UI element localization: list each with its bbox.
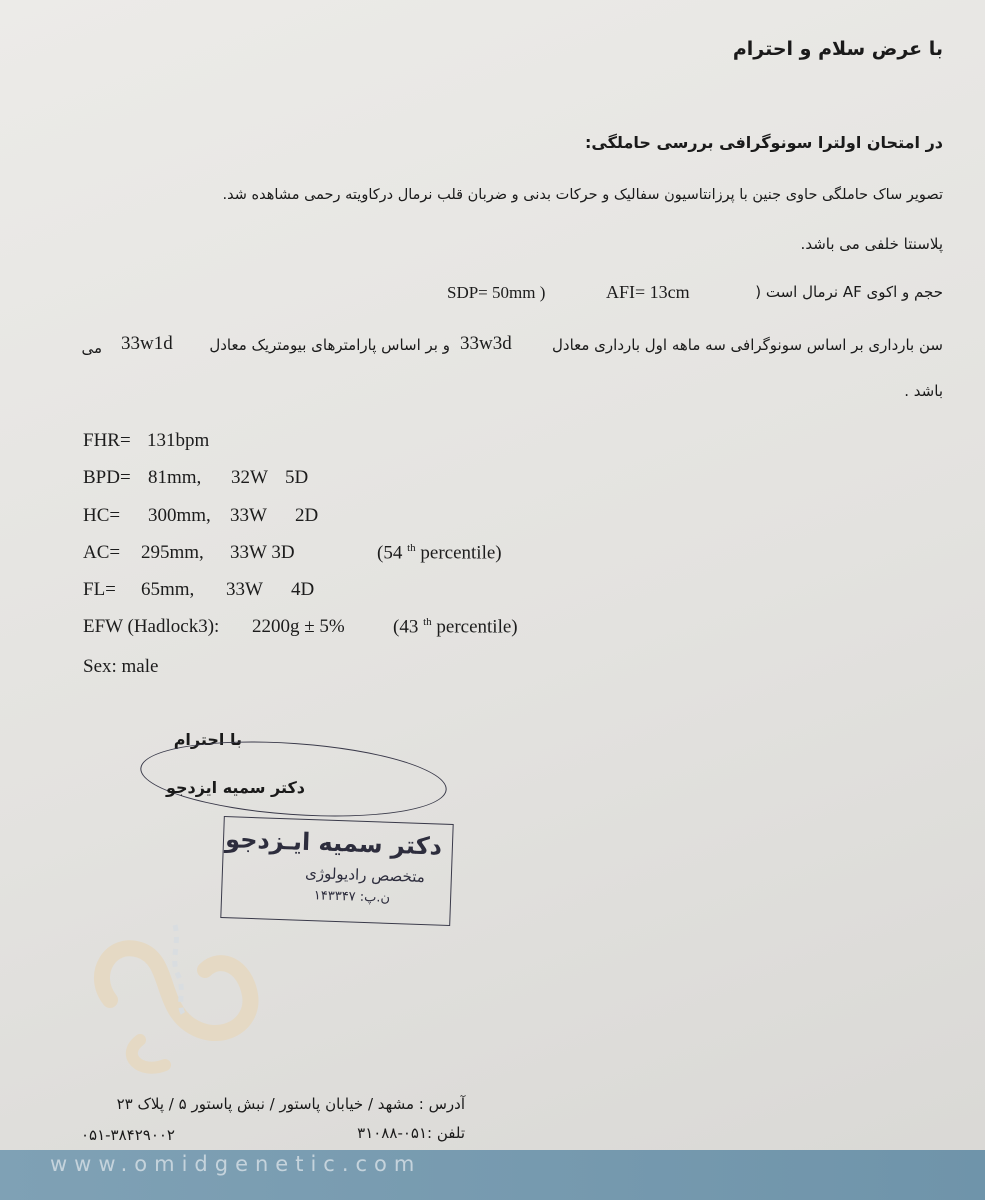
stamp-name: دکتر سمیه ایـزدجو — [224, 825, 443, 861]
bpd-label: BPD= — [83, 467, 131, 488]
age-text-a: سن بارداری بر اساس سونوگرافی سه ماهه اول بارداری معادل — [551, 336, 943, 354]
amniotic-fluid-text: حجم و اکوی AF نرمال است ( — [755, 283, 943, 301]
footer-phone-2: ۰۵۱-۳۸۴۲۹۰۰۲ — [80, 1126, 175, 1144]
bpd-value: 81mm, — [148, 467, 202, 488]
doctor-stamp — [220, 816, 453, 926]
sdp-value: SDP= 50mm ) — [447, 283, 546, 302]
fl-ga: 33W — [226, 579, 263, 600]
efw-value: 2200g ± 5% — [252, 616, 345, 637]
faded-logo-icon — [80, 915, 270, 1085]
ac-percentile: (54 $^{th}$ percentile) — [377, 542, 502, 564]
fl-value: 65mm, — [141, 579, 195, 600]
website-link[interactable]: www.omidgenetic.com — [50, 1152, 422, 1176]
greeting: با عرض سلام و احترام — [732, 38, 943, 60]
age-suffix: می — [81, 339, 102, 357]
age-value-biometric: 33w1d — [121, 333, 173, 354]
hc-value: 300mm, — [148, 505, 211, 526]
bpd-ga: 32W — [231, 467, 268, 488]
age-value-first-trimester: 33w3d — [460, 333, 512, 354]
efw-label: EFW (Hadlock3): — [83, 616, 220, 637]
hc-gd: 2D — [295, 505, 319, 526]
hc-label: HC= — [83, 505, 121, 526]
afi-value: AFI= 13cm — [606, 282, 690, 302]
fl-label: FL= — [83, 579, 116, 600]
hc-ga: 33W — [230, 505, 267, 526]
age-text-b: و بر اساس پارامترهای بیومتریک معادل — [209, 336, 450, 354]
signer-name: دکتر سمیه ایزدجو — [165, 778, 305, 797]
paragraph-placenta: پلاسنتا خلفی می باشد. — [800, 235, 943, 253]
fl-gd: 4D — [291, 579, 315, 600]
fhr-value: 131bpm — [147, 430, 210, 451]
stamp-specialty: متخصص رادیولوژی — [304, 863, 426, 887]
closing-text: با احترام — [173, 730, 242, 749]
sex-line: Sex: male — [83, 656, 159, 677]
fhr-label: FHR= — [83, 430, 131, 451]
subject-heading: در امتحان اولترا سونوگرافی بررسی حاملگی: — [585, 133, 943, 152]
age-continuation: باشد . — [904, 382, 943, 400]
paragraph-gestational-sac: تصویر ساک حاملگی حاوی جنین با پرزانتاسیون سفالیک و حرکات بدنی و ضربان قلب نرمال درکاویته رحمی مشاهده شد. — [222, 187, 943, 203]
ac-label: AC= — [83, 542, 121, 563]
ac-ga: 33W 3D — [230, 542, 295, 563]
efw-percentile: (43 $^{th}$ percentile) — [393, 616, 518, 638]
bpd-gd: 5D — [285, 467, 309, 488]
ac-value: 295mm, — [141, 542, 204, 563]
footer-address: آدرس : مشهد / خیابان پاستور / نبش پاستور ۵ / پلاک ۲۳ — [116, 1095, 465, 1113]
footer-phone: تلفن :۰۵۱-۳۱۰۸۸ — [357, 1124, 465, 1142]
stamp-license: ن.پ: ۱۴۳۳۴۷ — [313, 888, 391, 906]
